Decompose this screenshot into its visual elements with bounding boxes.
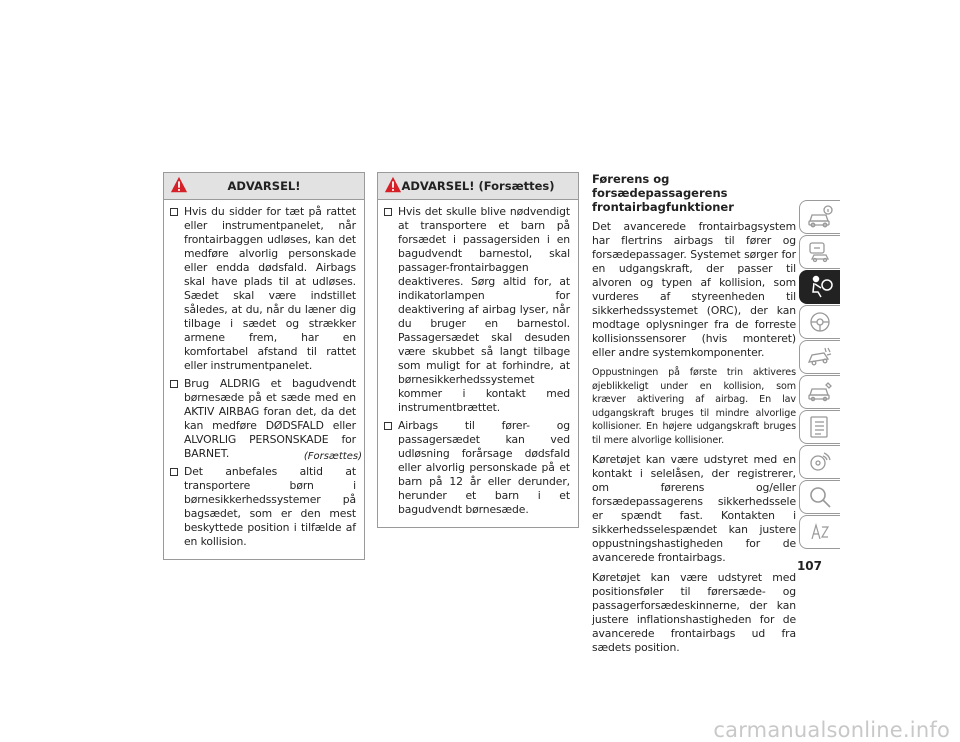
bullet-icon [384, 208, 392, 216]
car-keys-icon [806, 239, 834, 265]
warning-title: ADVARSEL! [227, 179, 301, 193]
tab-car-keys[interactable] [799, 235, 840, 269]
warning-header [164, 173, 364, 200]
warning-list [378, 200, 578, 527]
tab-car-info[interactable] [799, 200, 840, 234]
warning-box-1 [163, 172, 365, 560]
page-number: 107 [796, 559, 822, 573]
chapter-tabs [799, 200, 840, 550]
warning-triangle-icon [384, 176, 402, 194]
airbag-safety-icon [806, 274, 834, 300]
car-service-icon [806, 379, 834, 405]
paragraph: Køretøjet kan være udstyret med en kontakt i selelåsen, der registrerer, om førerens og/eller forsædepassagerens sikkerhedssele er spændt fast. Kontakten i sikkerhedsselespændet kan justere oppustningshastigheden for de avancerede frontairbags. [592, 453, 796, 564]
warning-triangle-icon [170, 176, 188, 194]
warning-list [164, 200, 364, 559]
checklist-icon [806, 414, 834, 440]
tab-car-crash[interactable] [799, 340, 840, 374]
watermark: carmanualsonline.info [713, 718, 950, 742]
paragraph: Det avancerede frontairbagsystem har flertrins airbags til fører og forsædepassager. Systemet sørger for en udgangskraft, der passer til alvoren og typen af kollision, som vurderes af styreenheden til sikkerhedssystemet (ORC), der kan modtage oplysninger fra de forreste kollisionssensorer (hvis monteret) eller andre systemkomponenter. [592, 220, 796, 359]
bullet-icon [384, 422, 392, 430]
tab-index[interactable] [799, 515, 840, 549]
section-column [592, 172, 796, 661]
paragraph: Oppustningen på første trin aktiveres øjeblikkeligt under en kollision, som kræver aktivering af airbag. En lav udgangskraft bruges til mindre alvorlige kollisioner. En højere udgangskraft bruges til mere alvorlige kollisioner. [592, 367, 796, 446]
list-item: Hvis du sidder for tæt på rattet eller instrumentpanelet, når frontairbaggen udløses, kan det medføre alvorlig personskade eller endda dødsfald. Airbags skal have plads til at udløses. Sædet skal være indstillet således, at du, når du læner dig tilbage i sædet og strækker armene frem, har en komfortabel afstand til rattet eller instrumentpanelet. [170, 205, 356, 373]
list-item: Det anbefales altid at transportere børn i børnesikkerhedssystemer på bagsædet, som er den mest beskyttede position i tilfælde af en kollision. [170, 465, 356, 549]
paragraph: Køretøjet kan være udstyret med positionsføler til førersæde- og passagerforsædeskinnerne, der kan justere inflationshastigheden for de avancerede frontairbags ud fra sædets position. [592, 571, 796, 654]
warning-box-2 [377, 172, 579, 528]
magnifier-icon [806, 484, 834, 510]
section-heading: Førerens og forsædepassagerens frontairbagfunktioner [592, 172, 734, 214]
car-crash-icon [806, 344, 834, 370]
tab-checklist[interactable] [799, 410, 840, 444]
list-item: Airbags til fører- og passagersædet kan ved udløsning forårsage dødsfald eller alvorlig personskade på et barn på 12 år eller derunder, herunder et barn i et bagudvendt børnesæde. [384, 419, 570, 517]
bullet-icon [170, 468, 178, 476]
index-icon [806, 519, 834, 545]
warning-header [378, 173, 578, 200]
tab-steering-wheel[interactable] [799, 305, 840, 339]
bullet-icon [170, 380, 178, 388]
tab-car-service[interactable] [799, 375, 840, 409]
warning-title: ADVARSEL! (Forsættes) [401, 179, 555, 193]
tab-magnifier[interactable] [799, 480, 840, 514]
multimedia-icon [806, 449, 834, 475]
car-info-icon [806, 204, 834, 230]
steering-wheel-icon [806, 309, 834, 335]
list-item: Brug ALDRIG et bagudvendt børnesæde på et sæde med en AKTIV AIRBAG foran det, da det kan medføre DØDSFALD eller ALVORLIG PERSONSKADE for BARNET. [170, 377, 356, 461]
list-item: Hvis det skulle blive nødvendigt at transportere et barn på forsædet i passagersiden i en bagudvendt barnestol, skal passager-frontairbaggen deaktiveres. Sørg altid for, at indikatorlampen for deaktivering af airbag lyser, når du bruger en barnestol. Passagersædet skal desuden være skubbet så langt tilbage som muligt for at forhindre, at børnesikkerhedssystemet kommer i kontakt med instrumentbrættet. [384, 205, 570, 415]
bullet-icon [170, 208, 178, 216]
tab-multimedia[interactable] [799, 445, 840, 479]
tab-airbag-safety[interactable] [799, 270, 840, 304]
continued-note: (Forsættes) [303, 451, 362, 462]
